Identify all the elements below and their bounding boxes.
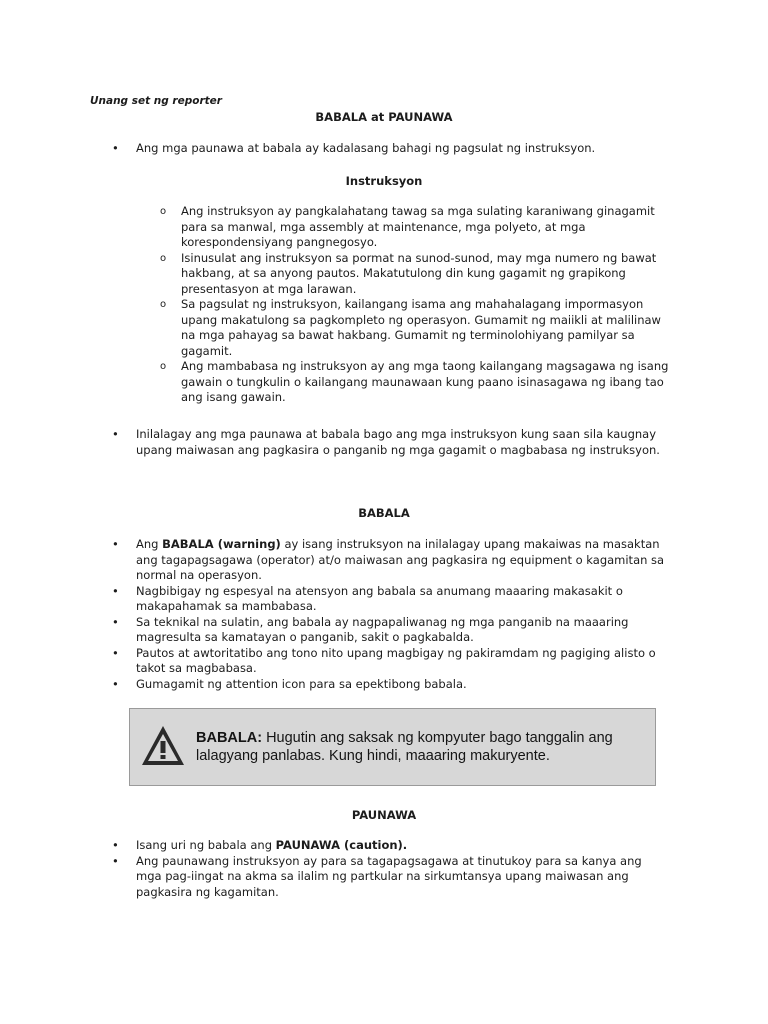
list-item: • Nagbibigay ng espesyal na atensyon ang babala sa anumang maaaring makasakit o makapahamak sa mambabasa. xyxy=(112,583,623,613)
list-item: • Ang BABALA (warning) ay isang instruksyon na inilalagay upang makaiwas na masaktan ang tagapagsagawa (operator) at/o maiwasan ang pagkasira ng equipment o kagamitan sa normal na operasyon. xyxy=(112,537,665,582)
list-item: o Ang mambabasa ng instruksyon ay ang mga taong kailangang magsagawa ng isang gawain o tungkulin o kailangang maunawaan kung paano isinasagawa ng ibang tao ang isang gawain. xyxy=(160,359,669,404)
list-item: • Pautos at awtoritatibo ang tono nito upang magbigay ng pakiramdam ng pagiging alisto o takot sa magbabasa. xyxy=(112,645,656,675)
babala-heading: BABALA xyxy=(358,506,410,520)
list-item: • Gumagamit ng attention icon para sa epektibong babala. xyxy=(112,676,467,691)
list-item: o Sa pagsulat ng instruksyon, kailangang isama ang mahahalagang impormasyon upang makatulong sa pagkompleto ng operasyon. Gumamit ng maiikli at malilinaw na mga pahayag sa bawat hakbang. Gumamit ng terminolohiyang pamilyar sa gagamit. xyxy=(160,297,661,358)
paunawa-heading: PAUNAWA xyxy=(351,808,417,822)
instruksyon-heading: Instruksyon xyxy=(345,174,423,188)
warning-example-text: BABALA: Hugutin ang saksak ng kompyuter bago tanggalin ang lalagyang panlabas. Kung hindi, maaaring makuryente. xyxy=(196,730,613,764)
instruksyon-after-list xyxy=(112,427,668,458)
warning-triangle-icon xyxy=(140,723,186,769)
list-item: o Isinusulat ang instruksyon sa pormat na sunod-sunod, may mga numero ng bawat hakbang, at sa anyong pautos. Makatutulong din kung gagamit ng grapikong presentasyon at mga larawan. xyxy=(160,250,657,296)
instruksyon-list xyxy=(160,204,678,406)
babala-term: BABALA (warning) xyxy=(162,537,281,551)
paunawa-list xyxy=(112,838,666,900)
list-item: • Sa teknikal na sulatin, ang babala ay nagpapaliwanag ng mga panganib na maaaring magresulta sa kamatayan o panganib, sakit o pagkabalda. xyxy=(112,614,629,644)
warning-example-box xyxy=(129,708,656,786)
list-item: o Ang instruksyon ay pangkalahatang tawag sa mga sulating karaniwang ginagamit para sa manwal, mga assembly at maintenance, mga polyeto, at mga korespondensiyang pangnegosyo. xyxy=(160,204,655,249)
babala-list xyxy=(112,537,674,692)
warning-example-label: BABALA: xyxy=(196,730,263,746)
set-label: Unang set ng reporter xyxy=(90,95,222,107)
page-title: BABALA at PAUNAWA xyxy=(315,110,453,124)
paunawa-term: PAUNAWA (caution). xyxy=(275,838,408,852)
list-item: • Ang mga paunawa at babala ay kadalasang bahagi ng pagsulat ng instruksyon. xyxy=(112,141,596,155)
list-item: • Isang uri ng babala ang PAUNAWA (caution). xyxy=(112,838,408,852)
intro-list xyxy=(112,141,656,157)
list-item: • Inilalagay ang mga paunawa at babala bago ang mga instruksyon kung saan sila kaugnay upang maiwasan ang pagkasira o panganib ng mga gagamit o magbabasa ng instruksyon. xyxy=(112,427,660,457)
list-item: • Ang paunawang instruksyon ay para sa tagapagsagawa at tinutukoy para sa kanya ang mga pag-iingat na akma sa ilalim ng partkular na sirkumtansya upang maiwasan ang pagkasira ng kagamitan. xyxy=(112,853,642,899)
